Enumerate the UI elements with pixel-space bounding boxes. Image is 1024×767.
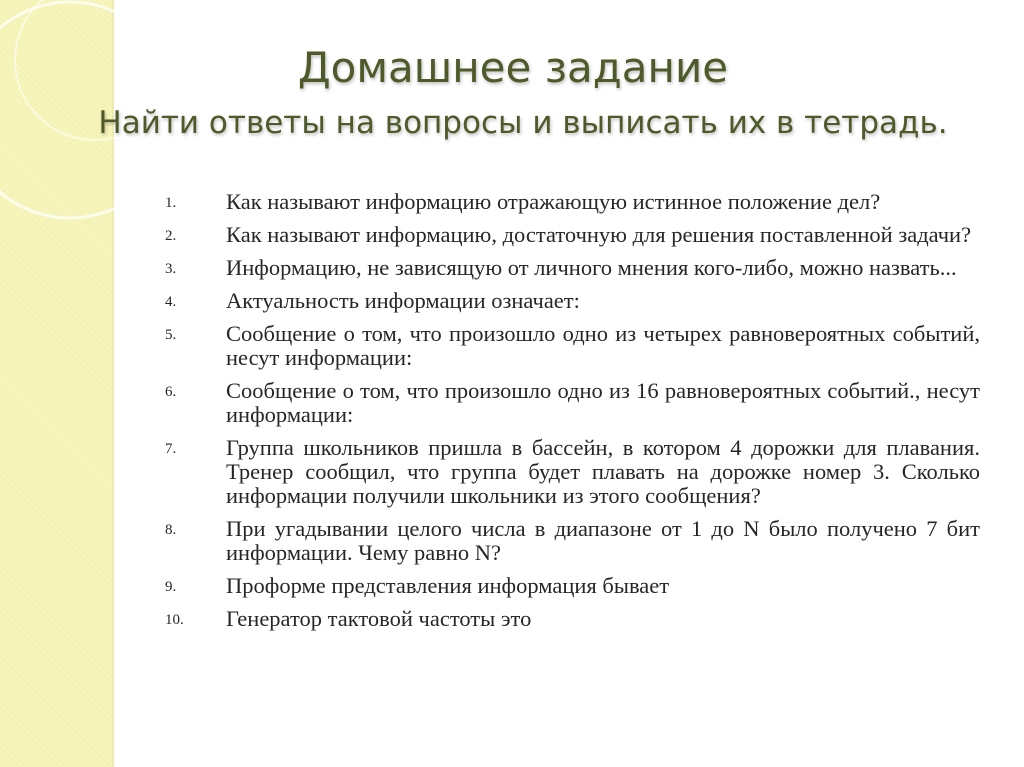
question-text: Актуальность информации означает: [226,288,580,313]
title-heading: Домашнее задание [297,43,729,92]
question-number: 6. [165,384,177,400]
question-number: 2. [165,228,177,244]
question-number: 10. [165,612,184,628]
question-item [160,256,980,280]
question-text: Группа школьников пришла в бассейн, в котором 4 дорожки для плавания. Тренер сообщил, что группа будет плавать на дорожке номер 3. Сколько информации получили школьники из этого сообщения? [226,435,980,508]
question-text: При угадывании целого числа в диапазоне от 1 до N было получено 7 бит информации. Чему равно N? [226,516,980,565]
question-number: 5. [165,327,177,343]
question-text: Как называют информацию отражающую истинное положение дел? [226,189,881,214]
question-item [160,574,980,598]
question-text: Как называют информацию, достаточную для решения поставленной задачи? [226,222,972,247]
question-item [160,223,980,247]
question-item [160,289,980,313]
question-text: Проформе представления информация бывает [226,573,670,598]
question-item [160,379,980,427]
question-item [160,517,980,565]
question-text: Сообщение о том, что произошло одно из четырех равновероятных событий, несут информации: [226,321,980,370]
question-text: Генератор тактовой частоты это [226,606,532,631]
question-list [160,190,980,640]
question-text: Сообщение о том, что произошло одно из 16 равновероятных событий., несут информации: [226,378,980,427]
question-item [160,436,980,508]
question-item [160,322,980,370]
question-text: Информацию, не зависящую от личного мнения кого-либо, можно назвать... [226,255,957,280]
question-number: 8. [165,522,177,538]
question-item [160,607,980,631]
title-subheading: Найти ответы на вопросы и выписать их в тетрадь. [98,105,948,141]
slide-title [0,40,1024,144]
question-number: 4. [165,294,177,310]
question-number: 7. [165,441,177,457]
question-item [160,190,980,214]
question-number: 3. [165,261,177,277]
question-number: 9. [165,579,177,595]
question-number: 1. [165,195,177,211]
